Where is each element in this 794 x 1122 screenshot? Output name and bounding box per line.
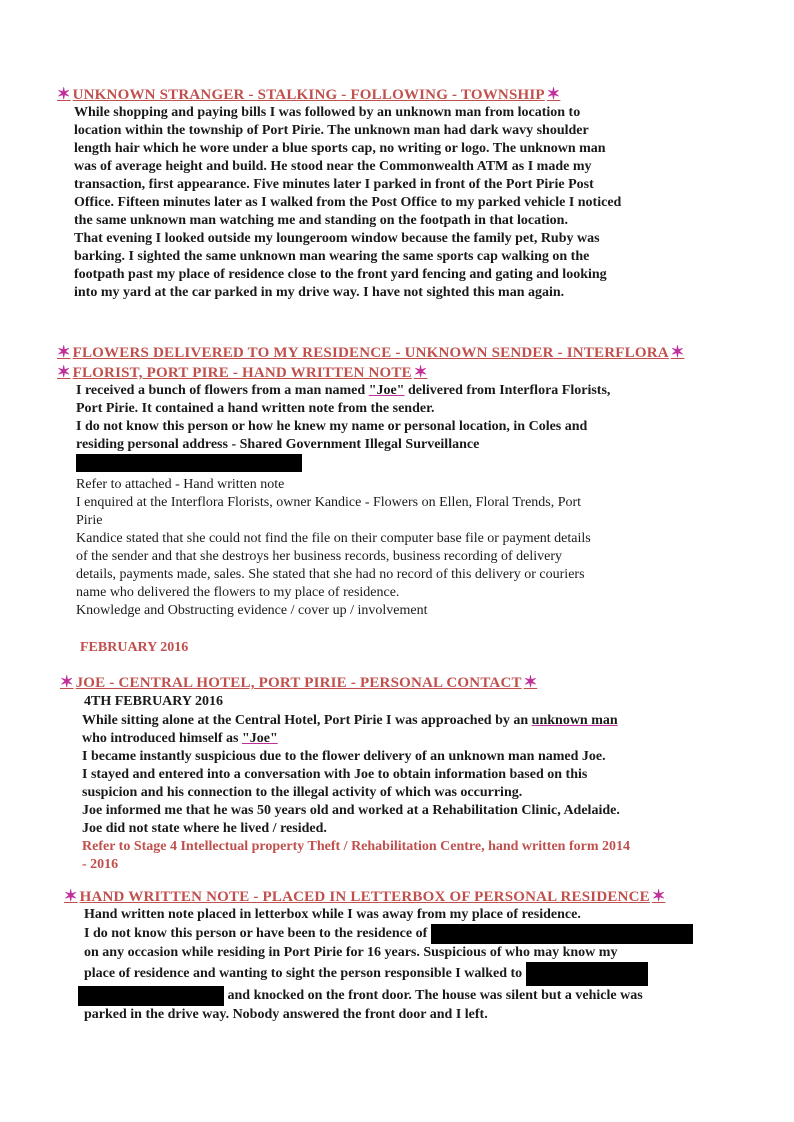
flowers-paragraph: I received a bunch of flowers from a man named "Joe" delivered from Interflora Florists, Port Pirie. It contained a hand written note from the sender. I do not know this person or how he knew my name or personal location, in Coles and residing personal address - Shared Government Illegal Surveillance <box>76 382 610 472</box>
section-subheading-flowers: ✶ FLORIST, PORT PIRE - HAND WRITTEN NOTE ✶ <box>57 364 428 381</box>
asterisk-mark-icon: ✶ <box>57 86 71 103</box>
entry-date: 4TH FEBRUARY 2016 <box>84 694 223 709</box>
section-heading-letterbox: ✶ HAND WRITTEN NOTE - PLACED IN LETTERBOX OF PERSONAL RESIDENCE ✶ <box>64 888 666 905</box>
flowers-paragraph-2: Refer to attached - Hand written note I enquired at the Interflora Florists, owner Kandice - Flowers on Ellen, Floral Trends, Port Pirie Kandice stated that she could not find the file on their computer base file or payment details of the sender and that she destroys her business records, business recording of delivery details, payments made, sales. She stated that she had no record of this delivery or couriers name who delivered the flowers to my place of residence. Knowledge and Obstructing evidence / cover up / involvement <box>76 477 591 618</box>
refer-stage-note: Refer to Stage 4 Intellectual property Theft / Rehabilitation Centre, hand written form 2014 <box>82 839 631 854</box>
asterisk-mark-icon: ✶ <box>57 344 71 361</box>
redaction-block <box>431 924 693 944</box>
redaction-block <box>76 454 302 472</box>
asterisk-mark-icon: ✶ <box>651 888 666 905</box>
asterisk-mark-icon: ✶ <box>57 364 71 381</box>
refer-stage-note-cont: - 2016 <box>82 857 119 872</box>
month-heading: FEBRUARY 2016 <box>80 640 189 655</box>
asterisk-mark-icon: ✶ <box>64 888 78 905</box>
redaction-block <box>78 986 224 1006</box>
section-heading-stranger: ✶ UNKNOWN STRANGER - STALKING - FOLLOWING - TOWNSHIP ✶ <box>57 86 561 103</box>
asterisk-mark-icon: ✶ <box>413 364 428 381</box>
joe-name-highlight: "Joe" <box>368 383 405 398</box>
asterisk-mark-icon: ✶ <box>546 86 561 103</box>
unknown-man-highlight: unknown man <box>531 713 618 728</box>
asterisk-mark-icon: ✶ <box>60 674 74 691</box>
stranger-paragraph: While shopping and paying bills I was followed by an unknown man from location to location within the township of Port Pirie. The unknown man had dark wavy shoulder length hair which he wore under a blue sports cap, no writing or logo. The unknown man was of average height and build. He stood near the Commonwealth ATM as I made my transaction, first appearance. Five minutes later I parked in front of the Port Pirie Post Office. Fifteen minutes later as I walked from the Post Office to my parked vehicle I noticed the same unknown man watching me and standing on the footpath in that location. That evening I looked outside my loungeroom window because the family pet, Ruby was barking. I sighted the same unknown man wearing the same sports cap walking on the footpath past my place of residence close to the front yard fencing and gating and looking into my yard at the car parked in my drive way. I have not sighted this man again. <box>74 105 622 300</box>
asterisk-mark-icon: ✶ <box>670 344 685 361</box>
section-heading-flowers: ✶ FLOWERS DELIVERED TO MY RESIDENCE - UNKNOWN SENDER - INTERFLORA ✶ <box>57 344 685 361</box>
redaction-block <box>526 962 648 986</box>
section-heading-joe: ✶ JOE - CENTRAL HOTEL, PORT PIRIE - PERSONAL CONTACT ✶ <box>60 674 538 691</box>
joe-name-highlight: "Joe" <box>241 731 278 746</box>
asterisk-mark-icon: ✶ <box>523 674 538 691</box>
letterbox-paragraph: Hand written note placed in letterbox while I was away from my place of residence. I do not know this person or have been to the residence of on any occasion while residing in Port Pirie for 16 years. Suspicious of who may know my place of residence and wanting to sight the person responsible I walked to and knocked on the front door. The house was silent but a vehicle was parked in the drive way. Nobody answered the front door and I left. <box>84 906 693 1024</box>
joe-paragraph: While sitting alone at the Central Hotel, Port Pirie I was approached by an unknown man who introduced himself as "Joe" I became instantly suspicious due to the flower delivery of an unknown man named Joe. I stayed and entered into a conversation with Joe to obtain information based on this suspicion and his connection to the illegal activity of which was occurring. Joe informed me that he was 50 years old and worked at a Rehabilitation Clinic, Adelaide. Joe did not state where he lived / resided. Refer to Stage 4 Intellectual property Theft / Rehabilitation Centre, hand written form 2014 - 2016 <box>82 713 631 872</box>
